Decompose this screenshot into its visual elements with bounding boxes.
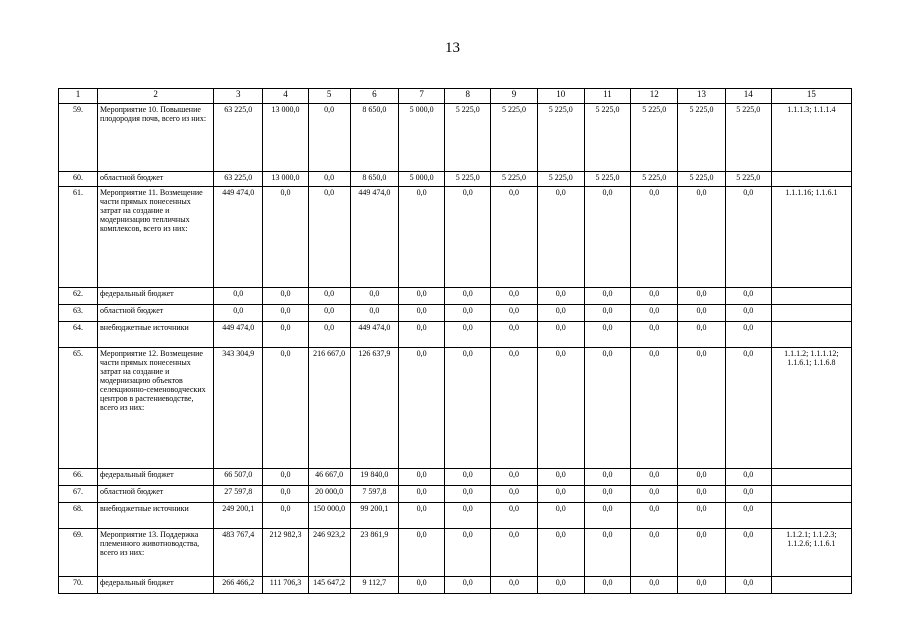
table-row xyxy=(59,577,852,594)
value-cell: 0,0 xyxy=(725,322,771,348)
value-cell: 449 474,0 xyxy=(350,322,398,348)
row-number: 65. xyxy=(59,348,98,469)
row-name: Мероприятие 12. Возмещение части прямых понесенных затрат на создание и модернизацию объектов селекционно-семеноводческих центров в растениеводстве, всего из них: xyxy=(98,348,214,469)
row-number: 62. xyxy=(59,288,98,305)
value-cell: 0,0 xyxy=(584,503,630,529)
value-cell: 0,0 xyxy=(678,469,725,486)
row-name: Мероприятие 13. Поддержка племенного животноводства, всего из них: xyxy=(98,529,214,577)
row-name: Мероприятие 10. Повышение плодородия почв, всего из них: xyxy=(98,104,214,172)
value-cell: 212 982,3 xyxy=(263,529,308,577)
value-cell: 0,0 xyxy=(584,529,630,577)
row-number: 66. xyxy=(59,469,98,486)
value-cell: 0,0 xyxy=(678,322,725,348)
value-cell: 483 767,4 xyxy=(214,529,263,577)
table-row xyxy=(59,503,852,529)
value-cell: 0,0 xyxy=(491,305,537,322)
value-cell: 0,0 xyxy=(537,305,584,322)
value-cell: 27 597,8 xyxy=(214,486,263,503)
value-cell: 0,0 xyxy=(725,577,771,594)
value-cell: 0,0 xyxy=(584,577,630,594)
value-cell: 5 225,0 xyxy=(537,172,584,187)
value-cell: 0,0 xyxy=(725,187,771,288)
value-cell: 0,0 xyxy=(214,288,263,305)
value-cell: 0,0 xyxy=(445,486,491,503)
indicator-codes xyxy=(771,322,851,348)
value-cell: 99 200,1 xyxy=(350,503,398,529)
row-number: 63. xyxy=(59,305,98,322)
indicator-codes xyxy=(771,288,851,305)
column-header-9: 9 xyxy=(491,89,537,104)
value-cell: 0,0 xyxy=(631,503,678,529)
value-cell: 0,0 xyxy=(678,305,725,322)
row-name: внебюджетные источники xyxy=(98,322,214,348)
value-cell: 0,0 xyxy=(537,288,584,305)
value-cell: 343 304,9 xyxy=(214,348,263,469)
value-cell: 5 225,0 xyxy=(725,172,771,187)
indicator-codes: 1.1.1.2; 1.1.1.12; 1.1.6.1; 1.1.6.8 xyxy=(771,348,851,469)
value-cell: 8 650,0 xyxy=(350,104,398,172)
value-cell: 0,0 xyxy=(263,322,308,348)
value-cell: 0,0 xyxy=(678,288,725,305)
table-row xyxy=(59,305,852,322)
value-cell: 63 225,0 xyxy=(214,172,263,187)
value-cell: 0,0 xyxy=(631,305,678,322)
value-cell: 0,0 xyxy=(445,577,491,594)
row-number: 70. xyxy=(59,577,98,594)
value-cell: 0,0 xyxy=(445,503,491,529)
value-cell: 0,0 xyxy=(537,503,584,529)
column-header-5: 5 xyxy=(308,89,350,104)
value-cell: 0,0 xyxy=(445,187,491,288)
value-cell: 5 225,0 xyxy=(678,172,725,187)
value-cell: 0,0 xyxy=(398,348,444,469)
value-cell: 7 597,8 xyxy=(350,486,398,503)
value-cell: 5 225,0 xyxy=(725,104,771,172)
row-name: федеральный бюджет xyxy=(98,288,214,305)
value-cell: 0,0 xyxy=(491,529,537,577)
value-cell: 126 637,9 xyxy=(350,348,398,469)
value-cell: 0,0 xyxy=(398,187,444,288)
row-number: 60. xyxy=(59,172,98,187)
value-cell: 0,0 xyxy=(725,305,771,322)
value-cell: 5 225,0 xyxy=(584,104,630,172)
value-cell: 0,0 xyxy=(631,577,678,594)
column-header-3: 3 xyxy=(214,89,263,104)
value-cell: 0,0 xyxy=(445,529,491,577)
value-cell: 0,0 xyxy=(445,469,491,486)
value-cell: 0,0 xyxy=(631,288,678,305)
value-cell: 0,0 xyxy=(491,503,537,529)
value-cell: 0,0 xyxy=(537,577,584,594)
row-name: Мероприятие 11. Возмещение части прямых понесенных затрат на создание и модернизацию тепличных комплексов, всего из них: xyxy=(98,187,214,288)
value-cell: 0,0 xyxy=(308,322,350,348)
table-body xyxy=(59,104,852,594)
table-row xyxy=(59,348,852,469)
column-header-14: 14 xyxy=(725,89,771,104)
row-name: федеральный бюджет xyxy=(98,469,214,486)
value-cell: 266 466,2 xyxy=(214,577,263,594)
value-cell: 0,0 xyxy=(537,529,584,577)
value-cell: 0,0 xyxy=(308,187,350,288)
value-cell: 5 225,0 xyxy=(631,172,678,187)
column-header-4: 4 xyxy=(263,89,308,104)
value-cell: 145 647,2 xyxy=(308,577,350,594)
value-cell: 0,0 xyxy=(308,104,350,172)
column-header-6: 6 xyxy=(350,89,398,104)
column-header-11: 11 xyxy=(584,89,630,104)
value-cell: 0,0 xyxy=(263,187,308,288)
table-row xyxy=(59,172,852,187)
table-row xyxy=(59,104,852,172)
value-cell: 0,0 xyxy=(631,529,678,577)
column-header-10: 10 xyxy=(537,89,584,104)
value-cell: 0,0 xyxy=(584,469,630,486)
value-cell: 0,0 xyxy=(263,486,308,503)
value-cell: 0,0 xyxy=(678,529,725,577)
value-cell: 0,0 xyxy=(537,322,584,348)
row-number: 59. xyxy=(59,104,98,172)
value-cell: 5 225,0 xyxy=(491,172,537,187)
value-cell: 19 840,0 xyxy=(350,469,398,486)
indicator-codes xyxy=(771,172,851,187)
value-cell: 5 225,0 xyxy=(445,104,491,172)
value-cell: 0,0 xyxy=(584,187,630,288)
table-row xyxy=(59,529,852,577)
value-cell: 0,0 xyxy=(584,305,630,322)
column-header-8: 8 xyxy=(445,89,491,104)
column-header-13: 13 xyxy=(678,89,725,104)
value-cell: 0,0 xyxy=(263,288,308,305)
value-cell: 0,0 xyxy=(725,348,771,469)
value-cell: 0,0 xyxy=(491,348,537,469)
value-cell: 0,0 xyxy=(398,577,444,594)
value-cell: 23 861,9 xyxy=(350,529,398,577)
value-cell: 0,0 xyxy=(678,577,725,594)
value-cell: 0,0 xyxy=(445,288,491,305)
value-cell: 5 225,0 xyxy=(537,104,584,172)
table-row xyxy=(59,469,852,486)
indicator-codes: 1.1.1.16; 1.1.6.1 xyxy=(771,187,851,288)
indicator-codes xyxy=(771,486,851,503)
row-number: 69. xyxy=(59,529,98,577)
indicator-codes xyxy=(771,305,851,322)
value-cell: 0,0 xyxy=(398,288,444,305)
value-cell: 9 112,7 xyxy=(350,577,398,594)
value-cell: 0,0 xyxy=(398,529,444,577)
value-cell: 0,0 xyxy=(584,288,630,305)
value-cell: 0,0 xyxy=(398,305,444,322)
table-row xyxy=(59,322,852,348)
value-cell: 0,0 xyxy=(263,305,308,322)
value-cell: 0,0 xyxy=(631,322,678,348)
row-number: 64. xyxy=(59,322,98,348)
value-cell: 0,0 xyxy=(263,503,308,529)
value-cell: 0,0 xyxy=(631,469,678,486)
value-cell: 0,0 xyxy=(537,486,584,503)
value-cell: 449 474,0 xyxy=(214,187,263,288)
value-cell: 13 000,0 xyxy=(263,172,308,187)
value-cell: 0,0 xyxy=(678,187,725,288)
budget-table xyxy=(58,88,852,594)
row-name: внебюджетные источники xyxy=(98,503,214,529)
value-cell: 0,0 xyxy=(491,486,537,503)
value-cell: 0,0 xyxy=(725,288,771,305)
column-header-12: 12 xyxy=(631,89,678,104)
row-name: областной бюджет xyxy=(98,172,214,187)
value-cell: 63 225,0 xyxy=(214,104,263,172)
value-cell: 0,0 xyxy=(398,503,444,529)
value-cell: 0,0 xyxy=(445,348,491,469)
value-cell: 0,0 xyxy=(678,348,725,469)
value-cell: 0,0 xyxy=(491,322,537,348)
value-cell: 0,0 xyxy=(491,577,537,594)
value-cell: 0,0 xyxy=(584,348,630,469)
header-row xyxy=(59,89,852,104)
value-cell: 0,0 xyxy=(584,322,630,348)
value-cell: 0,0 xyxy=(445,305,491,322)
row-number: 67. xyxy=(59,486,98,503)
indicator-codes: 1.1.1.3; 1.1.1.4 xyxy=(771,104,851,172)
value-cell: 13 000,0 xyxy=(263,104,308,172)
value-cell: 8 650,0 xyxy=(350,172,398,187)
value-cell: 5 000,0 xyxy=(398,172,444,187)
value-cell: 111 706,3 xyxy=(263,577,308,594)
value-cell: 5 000,0 xyxy=(398,104,444,172)
value-cell: 0,0 xyxy=(678,486,725,503)
value-cell: 5 225,0 xyxy=(491,104,537,172)
value-cell: 0,0 xyxy=(214,305,263,322)
value-cell: 5 225,0 xyxy=(445,172,491,187)
value-cell: 0,0 xyxy=(445,322,491,348)
value-cell: 66 507,0 xyxy=(214,469,263,486)
value-cell: 5 225,0 xyxy=(584,172,630,187)
table-row xyxy=(59,486,852,503)
value-cell: 0,0 xyxy=(263,348,308,469)
value-cell: 0,0 xyxy=(308,172,350,187)
value-cell: 249 200,1 xyxy=(214,503,263,529)
value-cell: 0,0 xyxy=(537,469,584,486)
value-cell: 0,0 xyxy=(584,486,630,503)
value-cell: 0,0 xyxy=(308,288,350,305)
value-cell: 0,0 xyxy=(537,187,584,288)
value-cell: 0,0 xyxy=(725,529,771,577)
column-header-2: 2 xyxy=(98,89,214,104)
value-cell: 0,0 xyxy=(398,486,444,503)
row-number: 68. xyxy=(59,503,98,529)
row-name: областной бюджет xyxy=(98,305,214,322)
page-number: 13 xyxy=(445,40,460,56)
value-cell: 0,0 xyxy=(398,469,444,486)
value-cell: 0,0 xyxy=(350,288,398,305)
value-cell: 0,0 xyxy=(263,469,308,486)
value-cell: 216 667,0 xyxy=(308,348,350,469)
value-cell: 0,0 xyxy=(537,348,584,469)
column-header-1: 1 xyxy=(59,89,98,104)
value-cell: 0,0 xyxy=(631,348,678,469)
value-cell: 0,0 xyxy=(678,503,725,529)
column-header-7: 7 xyxy=(398,89,444,104)
value-cell: 0,0 xyxy=(725,486,771,503)
value-cell: 449 474,0 xyxy=(214,322,263,348)
value-cell: 0,0 xyxy=(350,305,398,322)
row-name: областной бюджет xyxy=(98,486,214,503)
value-cell: 20 000,0 xyxy=(308,486,350,503)
column-header-15: 15 xyxy=(771,89,851,104)
indicator-codes: 1.1.2.1; 1.1.2.3; 1.1.2.6; 1.1.6.1 xyxy=(771,529,851,577)
indicator-codes xyxy=(771,469,851,486)
value-cell: 46 667,0 xyxy=(308,469,350,486)
indicator-codes xyxy=(771,503,851,529)
value-cell: 0,0 xyxy=(725,469,771,486)
value-cell: 449 474,0 xyxy=(350,187,398,288)
value-cell: 5 225,0 xyxy=(631,104,678,172)
row-name: федеральный бюджет xyxy=(98,577,214,594)
value-cell: 0,0 xyxy=(398,322,444,348)
value-cell: 0,0 xyxy=(308,305,350,322)
value-cell: 0,0 xyxy=(491,288,537,305)
table-row xyxy=(59,187,852,288)
value-cell: 246 923,2 xyxy=(308,529,350,577)
value-cell: 150 000,0 xyxy=(308,503,350,529)
row-number: 61. xyxy=(59,187,98,288)
value-cell: 0,0 xyxy=(725,503,771,529)
value-cell: 0,0 xyxy=(491,469,537,486)
value-cell: 0,0 xyxy=(631,187,678,288)
indicator-codes xyxy=(771,577,851,594)
value-cell: 5 225,0 xyxy=(678,104,725,172)
value-cell: 0,0 xyxy=(631,486,678,503)
table-row xyxy=(59,288,852,305)
value-cell: 0,0 xyxy=(491,187,537,288)
